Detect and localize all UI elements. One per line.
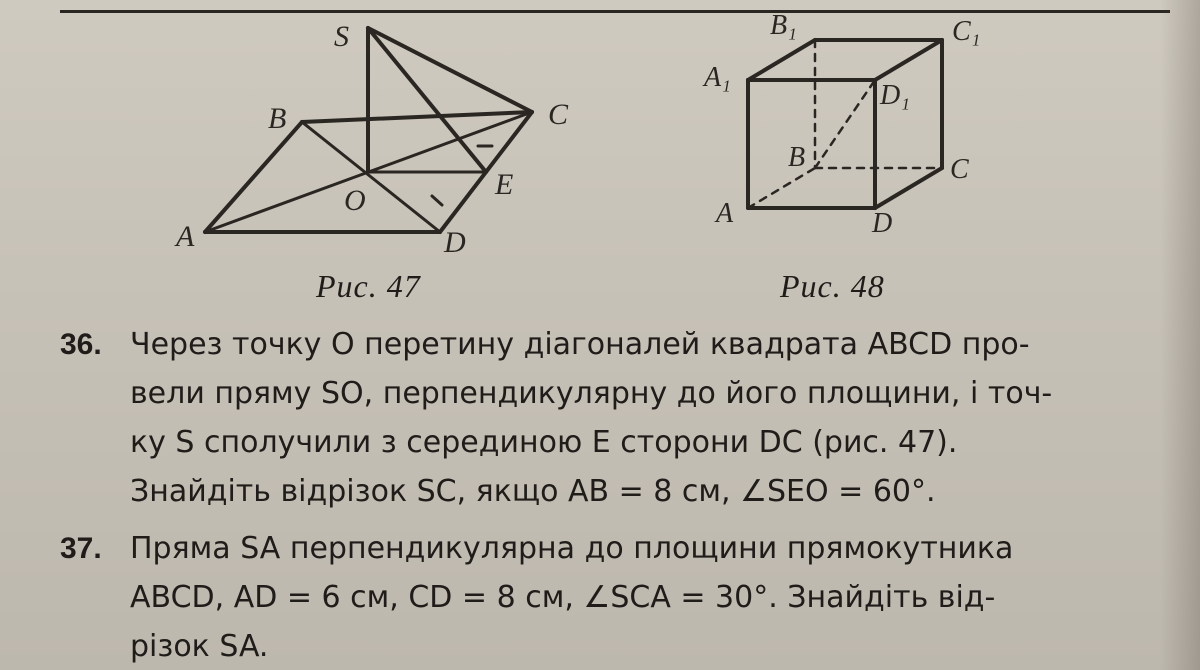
figure-48-caption: Рис. 48 bbox=[780, 268, 885, 304]
fig48-label-C: C bbox=[950, 154, 969, 185]
figure-47-caption: Рис. 47 bbox=[316, 268, 421, 304]
problem-text-line: вели пряму SO, перпендикулярну до його площини, і точ- bbox=[130, 376, 1053, 411]
fig48-label-B1: B₁ bbox=[770, 10, 797, 41]
problem-37 bbox=[60, 524, 1175, 670]
figure-48-edges bbox=[748, 40, 942, 208]
fig47-label-E: E bbox=[495, 168, 514, 201]
fig48-label-D: D bbox=[872, 208, 893, 239]
fig47-label-O: O bbox=[344, 184, 366, 217]
problem-text-line: ку S сполучили з серединою E сторони DC (рис. 47). bbox=[130, 425, 958, 460]
fig47-label-A: A bbox=[176, 220, 195, 253]
problem-text-line: Через точку O перетину діагоналей квадрата ABCD про- bbox=[130, 327, 1030, 362]
problem-text-line: різок SA. bbox=[130, 629, 269, 664]
problem-number: 37. bbox=[60, 532, 102, 565]
fig48-label-D1: D₁ bbox=[880, 80, 910, 111]
problem-36 bbox=[60, 320, 1175, 520]
fig47-label-C: C bbox=[548, 98, 569, 131]
problem-text-line: Пряма SA перпендикулярна до площини прямокутника bbox=[130, 531, 1014, 566]
fig47-label-S: S bbox=[334, 20, 349, 53]
fig48-label-B: B bbox=[788, 142, 806, 173]
fig48-label-A: A bbox=[716, 198, 734, 229]
problem-number: 36. bbox=[60, 328, 102, 361]
fig48-label-C1: C₁ bbox=[952, 16, 981, 47]
fig47-label-B: B bbox=[268, 102, 287, 135]
page-shadow-edge bbox=[1160, 0, 1200, 670]
fig47-label-D: D bbox=[444, 226, 466, 259]
problem-text-line: Знайдіть відрізок SC, якщо AB = 8 см, ∠SEO = 60°. bbox=[130, 474, 936, 509]
problem-text-line: ABCD, AD = 6 см, CD = 8 см, ∠SCA = 30°. Знайдіть від- bbox=[130, 580, 996, 615]
fig48-label-A1: A₁ bbox=[704, 62, 731, 93]
